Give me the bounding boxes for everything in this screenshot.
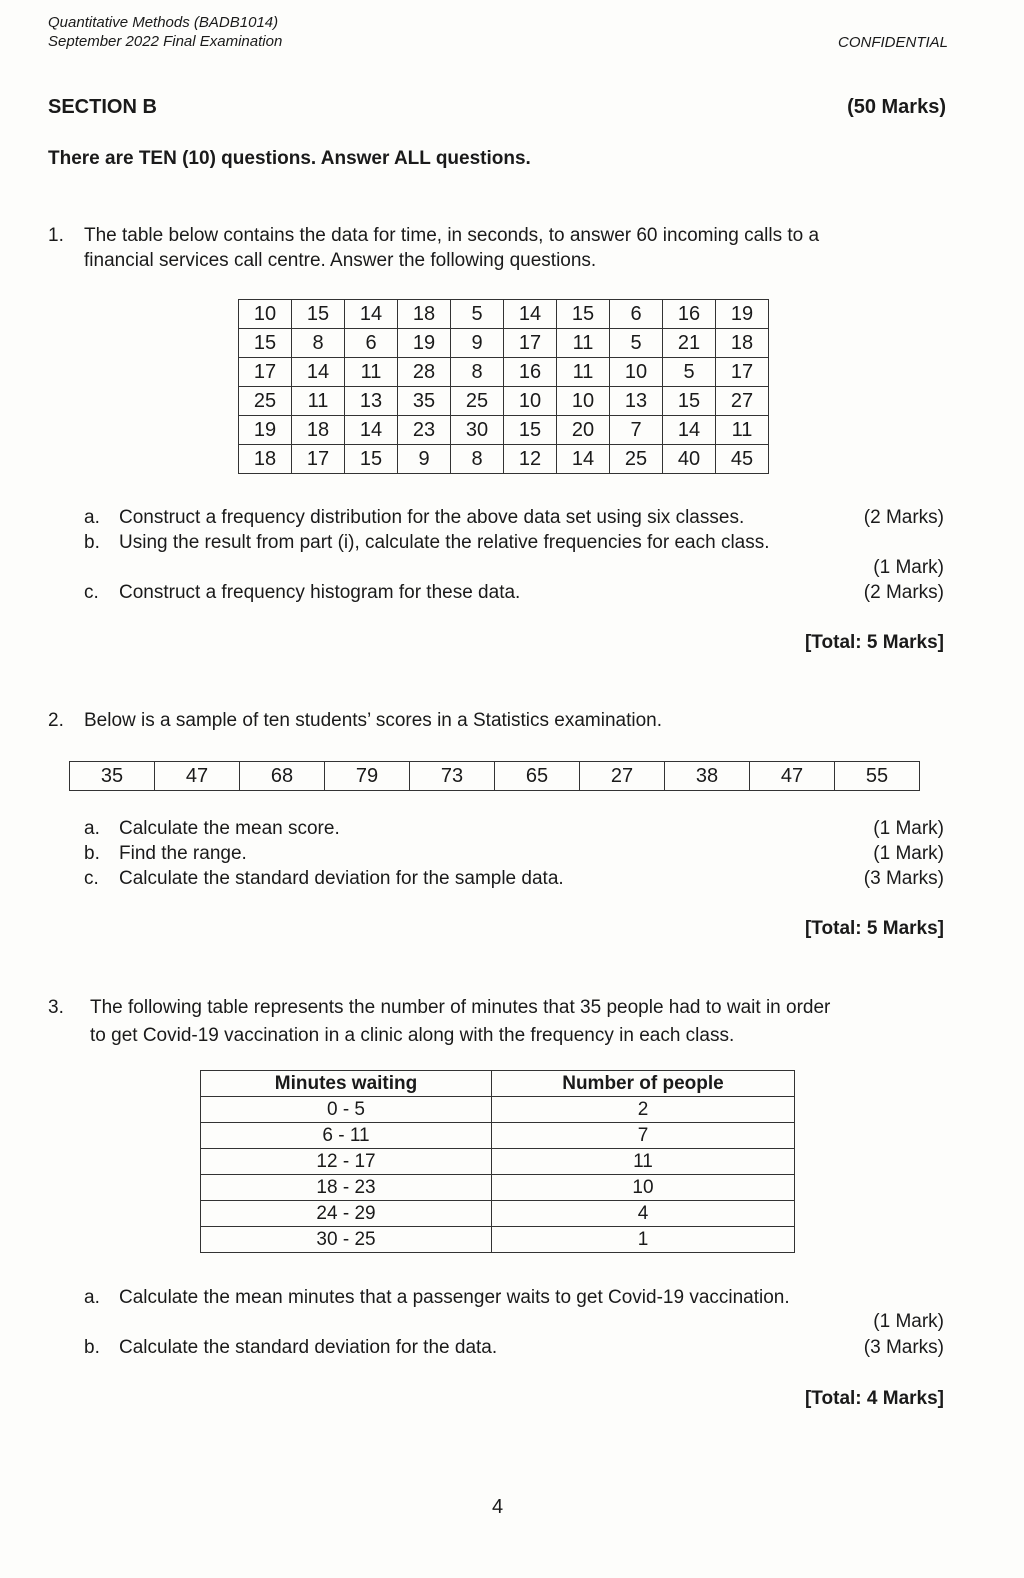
col-header-people: Number of people bbox=[492, 1071, 795, 1097]
people-cell: 10 bbox=[492, 1175, 795, 1201]
table-cell: 10 bbox=[557, 387, 610, 416]
table-cell: 13 bbox=[610, 387, 663, 416]
table-row bbox=[239, 329, 769, 358]
section-instruction: There are TEN (10) questions. Answer ALL questions. bbox=[48, 148, 531, 169]
table-cell: 8 bbox=[292, 329, 345, 358]
people-cell: 11 bbox=[492, 1149, 795, 1175]
waiting-time-table bbox=[200, 1070, 795, 1253]
table-cell: 17 bbox=[504, 329, 557, 358]
table-cell: 21 bbox=[663, 329, 716, 358]
table-cell: 18 bbox=[239, 445, 292, 474]
scores-table bbox=[69, 761, 920, 791]
minutes-cell: 18 - 23 bbox=[201, 1175, 492, 1201]
table-cell: 18 bbox=[292, 416, 345, 445]
table-row bbox=[239, 445, 769, 474]
q1-text-line1: The table below contains the data for time, in seconds, to answer 60 incoming calls to a bbox=[84, 225, 820, 246]
score-cell: 47 bbox=[155, 762, 240, 791]
people-cell: 1 bbox=[492, 1227, 795, 1253]
table-cell: 14 bbox=[557, 445, 610, 474]
table-cell: 19 bbox=[239, 416, 292, 445]
table-cell: 35 bbox=[398, 387, 451, 416]
q2-part-a-marks: (1 Mark) bbox=[873, 818, 944, 839]
table-cell: 14 bbox=[663, 416, 716, 445]
table-cell: 17 bbox=[292, 445, 345, 474]
q2-part-b-label: b. bbox=[84, 843, 100, 864]
table-row bbox=[201, 1175, 795, 1201]
q3-text-line1: The following table represents the number of minutes that 35 people had to wait in order bbox=[90, 997, 831, 1018]
q2-part-a-label: a. bbox=[84, 818, 100, 839]
people-cell: 2 bbox=[492, 1097, 795, 1123]
table-cell: 15 bbox=[504, 416, 557, 445]
section-marks: (50 Marks) bbox=[847, 96, 946, 118]
table-cell: 25 bbox=[610, 445, 663, 474]
q3-part-a-marks: (1 Mark) bbox=[873, 1311, 944, 1332]
table-cell: 19 bbox=[716, 300, 769, 329]
q1-part-c-label: c. bbox=[84, 582, 99, 603]
q1-part-b-marks: (1 Mark) bbox=[873, 557, 944, 578]
table-row bbox=[239, 387, 769, 416]
table-cell: 14 bbox=[504, 300, 557, 329]
score-cell: 47 bbox=[750, 762, 835, 791]
people-cell: 4 bbox=[492, 1201, 795, 1227]
table-cell: 11 bbox=[557, 358, 610, 387]
table-cell: 8 bbox=[451, 358, 504, 387]
minutes-cell: 0 - 5 bbox=[201, 1097, 492, 1123]
q1-part-a-text: Construct a frequency distribution for the above data set using six classes. bbox=[119, 507, 745, 528]
table-cell: 16 bbox=[504, 358, 557, 387]
table-cell: 11 bbox=[716, 416, 769, 445]
q2-part-c-text: Calculate the standard deviation for the sample data. bbox=[119, 868, 564, 889]
q3-part-b-text: Calculate the standard deviation for the data. bbox=[119, 1337, 498, 1358]
q3-part-b-marks: (3 Marks) bbox=[863, 1337, 944, 1358]
q2-part-b-marks: (1 Mark) bbox=[873, 843, 944, 864]
score-cell: 65 bbox=[495, 762, 580, 791]
section-title: SECTION B bbox=[48, 96, 157, 118]
minutes-cell: 30 - 25 bbox=[201, 1227, 492, 1253]
q2-total: [Total: 5 Marks] bbox=[804, 918, 944, 939]
q2-part-b-text: Find the range. bbox=[119, 843, 247, 864]
table-cell: 12 bbox=[504, 445, 557, 474]
confidential-label: CONFIDENTIAL bbox=[837, 34, 948, 51]
table-cell: 30 bbox=[451, 416, 504, 445]
table-cell: 13 bbox=[345, 387, 398, 416]
score-cell: 68 bbox=[240, 762, 325, 791]
exam-title: September 2022 Final Examination bbox=[48, 33, 283, 50]
score-cell: 27 bbox=[580, 762, 665, 791]
table-row bbox=[239, 416, 769, 445]
table-cell: 18 bbox=[716, 329, 769, 358]
minutes-cell: 12 - 17 bbox=[201, 1149, 492, 1175]
table-cell: 5 bbox=[451, 300, 504, 329]
minutes-cell: 6 - 11 bbox=[201, 1123, 492, 1149]
table-cell: 16 bbox=[663, 300, 716, 329]
score-cell: 79 bbox=[325, 762, 410, 791]
table-cell: 9 bbox=[451, 329, 504, 358]
page-number: 4 bbox=[492, 1496, 504, 1518]
table-cell: 25 bbox=[239, 387, 292, 416]
table-cell: 14 bbox=[292, 358, 345, 387]
table-cell: 11 bbox=[557, 329, 610, 358]
table-cell: 11 bbox=[292, 387, 345, 416]
table-cell: 15 bbox=[345, 445, 398, 474]
q2-text: Below is a sample of ten students’ scores in a Statistics examination. bbox=[84, 710, 663, 731]
q1-part-b-text: Using the result from part (i), calculate the relative frequencies for each class. bbox=[119, 532, 770, 553]
table-cell: 23 bbox=[398, 416, 451, 445]
q1-total: [Total: 5 Marks] bbox=[804, 632, 944, 653]
course-code: Quantitative Methods (BADB1014) bbox=[48, 14, 279, 31]
table-cell: 25 bbox=[451, 387, 504, 416]
call-time-table bbox=[238, 299, 769, 474]
table-cell: 15 bbox=[557, 300, 610, 329]
q1-part-c-marks: (2 Marks) bbox=[863, 582, 944, 603]
score-cell: 73 bbox=[410, 762, 495, 791]
table-row bbox=[239, 300, 769, 329]
table-cell: 15 bbox=[292, 300, 345, 329]
q3-text-line2: to get Covid-19 vaccination in a clinic along with the frequency in each class. bbox=[90, 1025, 735, 1046]
minutes-cell: 24 - 29 bbox=[201, 1201, 492, 1227]
table-cell: 15 bbox=[239, 329, 292, 358]
table-cell: 18 bbox=[398, 300, 451, 329]
q3-part-a-text: Calculate the mean minutes that a passenger waits to get Covid-19 vaccination. bbox=[119, 1287, 790, 1308]
table-cell: 5 bbox=[663, 358, 716, 387]
q2-part-c-label: c. bbox=[84, 868, 99, 889]
people-cell: 7 bbox=[492, 1123, 795, 1149]
table-cell: 40 bbox=[663, 445, 716, 474]
q1-part-a-marks: (2 Marks) bbox=[863, 507, 944, 528]
table-cell: 10 bbox=[504, 387, 557, 416]
q2-part-c-marks: (3 Marks) bbox=[863, 868, 944, 889]
score-cell: 38 bbox=[665, 762, 750, 791]
table-cell: 7 bbox=[610, 416, 663, 445]
q1-number: 1. bbox=[48, 225, 64, 246]
table-cell: 28 bbox=[398, 358, 451, 387]
table-row bbox=[201, 1201, 795, 1227]
q1-text-line2: financial services call centre. Answer the following questions. bbox=[84, 250, 597, 271]
table-cell: 5 bbox=[610, 329, 663, 358]
col-header-minutes: Minutes waiting bbox=[201, 1071, 492, 1097]
table-cell: 20 bbox=[557, 416, 610, 445]
table-cell: 11 bbox=[345, 358, 398, 387]
table-row bbox=[201, 1227, 795, 1253]
table-cell: 17 bbox=[716, 358, 769, 387]
table-cell: 27 bbox=[716, 387, 769, 416]
q2-number: 2. bbox=[48, 710, 64, 731]
table-row bbox=[239, 358, 769, 387]
q3-number: 3. bbox=[48, 997, 64, 1018]
table-cell: 45 bbox=[716, 445, 769, 474]
q1-part-a-label: a. bbox=[84, 507, 100, 528]
table-cell: 14 bbox=[345, 300, 398, 329]
table-cell: 17 bbox=[239, 358, 292, 387]
table-cell: 10 bbox=[239, 300, 292, 329]
table-cell: 6 bbox=[610, 300, 663, 329]
table-cell: 9 bbox=[398, 445, 451, 474]
q3-total: [Total: 4 Marks] bbox=[804, 1388, 944, 1409]
table-cell: 15 bbox=[663, 387, 716, 416]
table-row bbox=[201, 1149, 795, 1175]
q3-part-b-label: b. bbox=[84, 1337, 100, 1358]
q2-part-a-text: Calculate the mean score. bbox=[119, 818, 340, 839]
table-row bbox=[201, 1123, 795, 1149]
q1-part-c-text: Construct a frequency histogram for these data. bbox=[119, 582, 521, 603]
table-cell: 10 bbox=[610, 358, 663, 387]
q1-part-b-label: b. bbox=[84, 532, 100, 553]
table-cell: 14 bbox=[345, 416, 398, 445]
table-cell: 8 bbox=[451, 445, 504, 474]
table-cell: 6 bbox=[345, 329, 398, 358]
table-row bbox=[70, 762, 920, 791]
score-cell: 35 bbox=[70, 762, 155, 791]
table-cell: 19 bbox=[398, 329, 451, 358]
q3-part-a-label: a. bbox=[84, 1287, 100, 1308]
score-cell: 55 bbox=[835, 762, 920, 791]
table-row bbox=[201, 1097, 795, 1123]
